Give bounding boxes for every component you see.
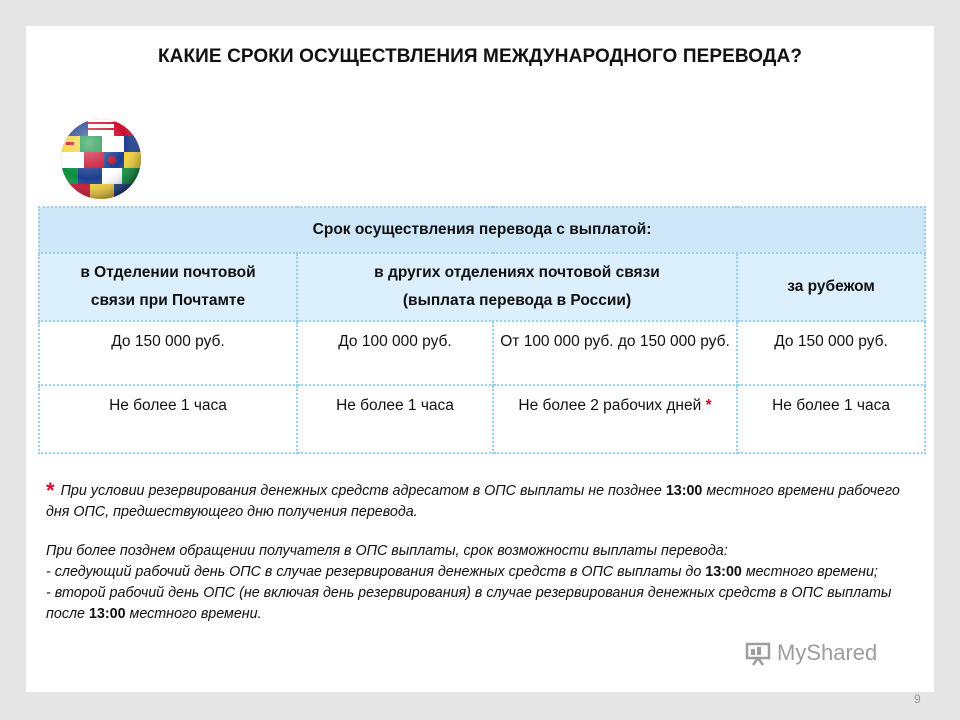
column-header-line: в других отделениях почтовой связи [374, 264, 660, 281]
footnote-2-intro: При более позднем обращении получателя в ОПС выплаты, срок возможности выплаты перевода: [46, 543, 728, 559]
table-row [39, 321, 925, 385]
footnote-text: местного времени. [129, 606, 262, 622]
column-header-line: (выплата перевода в России) [402, 292, 632, 309]
table-cell: До 100 000 руб. [297, 321, 493, 385]
footnote-text: При условии резервирования денежных средств адресатом в ОПС выплаты не позднее [60, 483, 662, 499]
footnote-text: местного времени рабочего дня ОПС, предшествующего дню получения перевода. [46, 483, 900, 520]
column-header-post-office [39, 253, 297, 321]
watermark [745, 640, 877, 666]
footnote-text: - второй рабочий день ОПС (не включая день резервирования) в случае резервирования денежных средств в ОПС выплаты после [46, 585, 892, 622]
table-cell [493, 385, 737, 453]
presentation-board-icon [745, 640, 771, 666]
column-header-abroad: за рубежом [737, 253, 925, 321]
table-cell: От 100 000 руб. до 150 000 руб. [493, 321, 737, 385]
footnote-text: местного времени; [745, 564, 878, 580]
footnote-2-item-2 [46, 583, 906, 625]
slide [26, 26, 934, 692]
watermark-text: MyShared [777, 640, 878, 665]
footnote-star: * [705, 397, 712, 414]
transfer-terms-table [38, 206, 926, 454]
footnote-text: - следующий рабочий день ОПС в случае резервирования денежных средств в ОПС выплаты до [46, 564, 702, 580]
table-cell: Не более 1 часа [297, 385, 493, 453]
slide-title: КАКИЕ СРОКИ ОСУЩЕСТВЛЕНИЯ МЕЖДУНАРОДНОГО ПЕРЕВОДА? [157, 46, 803, 67]
footnote-star: * [46, 478, 55, 503]
table-cell: Не более 1 часа [39, 385, 297, 453]
cell-text: Не более 2 рабочих дней [518, 397, 702, 414]
time-value: 13:00 [88, 606, 126, 622]
flags-globe-icon [60, 118, 142, 200]
table-cell: Не более 1 часа [737, 385, 925, 453]
column-header-other-offices [297, 253, 737, 321]
table-cell: До 150 000 руб. [737, 321, 925, 385]
footnotes [46, 480, 906, 625]
time-value: 13:00 [705, 564, 742, 580]
table-row [39, 385, 925, 453]
time-value: 13:00 [665, 483, 703, 499]
footnote-1 [46, 480, 906, 523]
table-cell: До 150 000 руб. [39, 321, 297, 385]
page-number: 9 [914, 692, 921, 706]
column-header-line: связи при Почтамте [90, 292, 246, 309]
table-header: Срок осуществления перевода с выплатой: [39, 207, 925, 253]
column-header-line: в Отделении почтовой [80, 264, 256, 281]
footnote-2-item-1 [46, 562, 906, 583]
